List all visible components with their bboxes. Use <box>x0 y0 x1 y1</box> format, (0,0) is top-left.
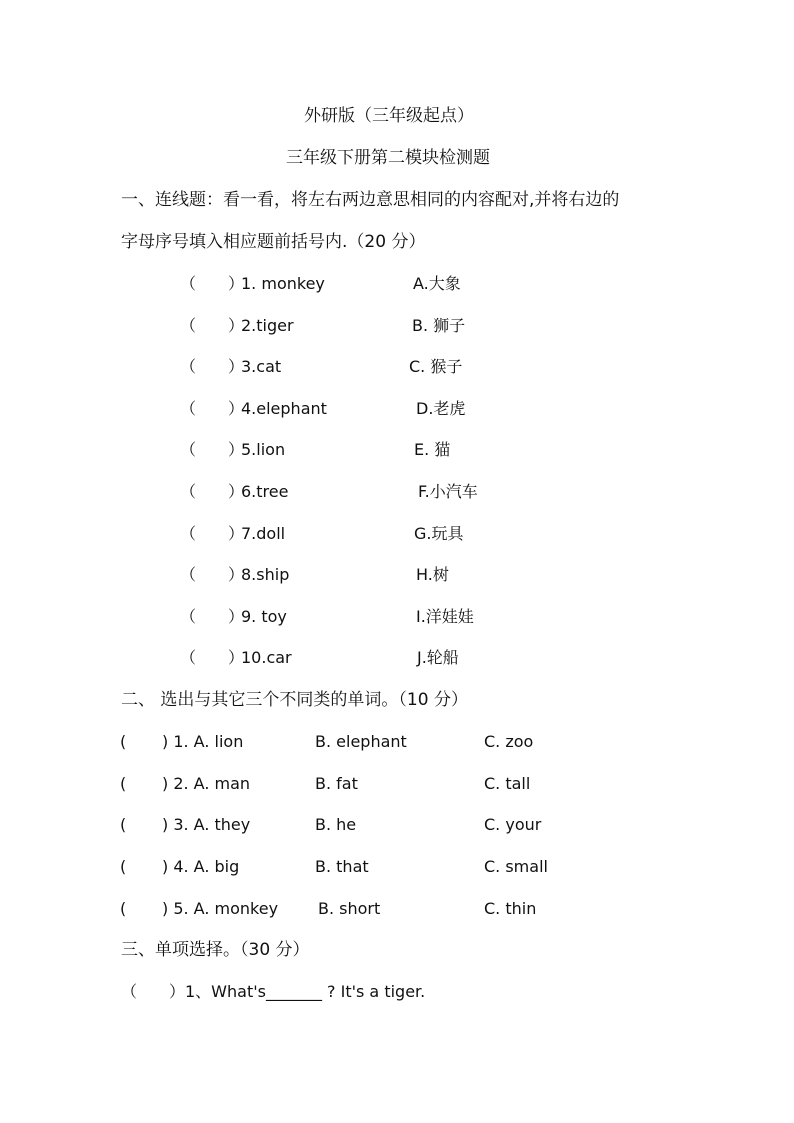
matching-meaning: H.树 <box>416 565 449 584</box>
matching-word: 10.car <box>241 648 292 667</box>
matching-word: 7.doll <box>241 524 286 543</box>
question-option-b: B. that <box>315 857 369 876</box>
answer-paren[interactable]: （ ） <box>180 524 245 543</box>
question-option-b: B. short <box>318 899 381 918</box>
question-option-c: C. small <box>484 857 548 876</box>
section1-heading-line2: 字母序号填入相应题前括号内.（20 分） <box>121 232 426 252</box>
answer-paren-open[interactable]: ( <box>120 815 127 834</box>
question-option-a: ) 3. A. they <box>162 815 251 834</box>
answer-paren[interactable]: （ ） <box>180 316 245 335</box>
matching-meaning: I.洋娃娃 <box>416 607 474 626</box>
answer-paren[interactable]: （ ） <box>180 648 245 667</box>
section1-heading-line1: 一、连线题：看一看，将左右两边意思相同的内容配对,并将右边的 <box>121 190 620 210</box>
matching-meaning: E. 猫 <box>414 440 451 459</box>
matching-word: 8.ship <box>241 565 290 584</box>
answer-paren[interactable]: （ ） <box>180 274 245 293</box>
question-option-b: B. fat <box>315 774 358 793</box>
answer-paren-open[interactable]: ( <box>120 857 127 876</box>
answer-paren[interactable]: （ ） <box>180 399 245 418</box>
matching-word: 4.elephant <box>241 399 327 418</box>
matching-meaning: G.玩具 <box>414 524 464 543</box>
matching-word: 6.tree <box>241 482 289 501</box>
answer-paren[interactable]: （ ） <box>180 357 245 376</box>
question-option-b: B. elephant <box>315 732 407 751</box>
answer-paren[interactable]: （ ） <box>180 565 245 584</box>
question-option-c: C. zoo <box>484 732 534 751</box>
question-option-b: B. he <box>315 815 357 834</box>
matching-meaning: D.老虎 <box>416 399 466 418</box>
multiple-choice-question-1: （ ）1、What's_______ ? It's a tiger. <box>121 982 426 1001</box>
question-option-a: ) 5. A. monkey <box>162 899 279 918</box>
answer-paren[interactable]: （ ） <box>180 607 245 626</box>
answer-paren-open[interactable]: ( <box>120 732 127 751</box>
section3-heading: 三、单项选择。（30 分） <box>121 940 310 960</box>
question-option-c: C. tall <box>484 774 531 793</box>
matching-word: 5.lion <box>241 440 286 459</box>
matching-meaning: J.轮船 <box>417 648 459 667</box>
answer-paren[interactable]: （ ） <box>180 482 245 501</box>
matching-word: 3.cat <box>241 357 282 376</box>
matching-meaning: B. 狮子 <box>412 316 466 335</box>
question-option-c: C. thin <box>484 899 537 918</box>
answer-paren[interactable]: （ ） <box>180 440 245 459</box>
matching-word: 2.tiger <box>241 316 294 335</box>
section2-heading: 二、 选出与其它三个不同类的单词。（10 分） <box>121 690 468 710</box>
question-option-a: ) 4. A. big <box>162 857 240 876</box>
page-title-publisher: 外研版（三年级起点） <box>304 106 474 126</box>
page-title-test: 三年级下册第二模块检测题 <box>286 148 490 168</box>
matching-meaning: C. 猴子 <box>409 357 463 376</box>
matching-meaning: F.小汽车 <box>418 482 478 501</box>
answer-paren-open[interactable]: ( <box>120 899 127 918</box>
matching-word: 1. monkey <box>241 274 325 293</box>
answer-paren-open[interactable]: ( <box>120 774 127 793</box>
question-option-a: ) 1. A. lion <box>162 732 244 751</box>
question-option-c: C. your <box>484 815 542 834</box>
question-option-a: ) 2. A. man <box>162 774 251 793</box>
matching-word: 9. toy <box>241 607 287 626</box>
matching-meaning: A.大象 <box>413 274 461 293</box>
